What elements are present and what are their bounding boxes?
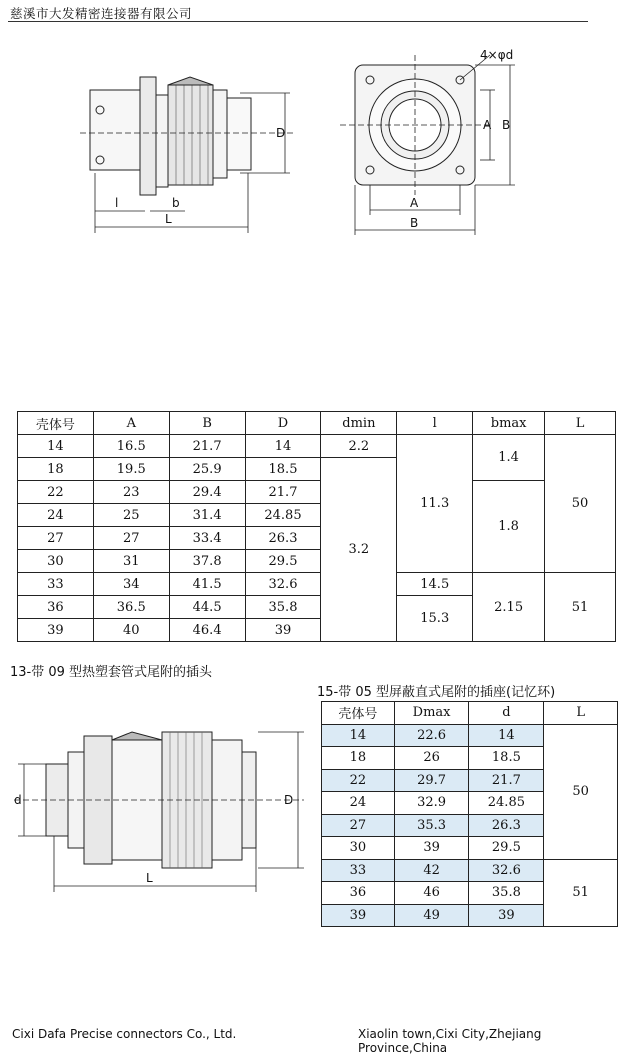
- cell: 26: [394, 747, 469, 770]
- connector-side-view-drawing: [80, 55, 300, 240]
- cell: 39: [245, 619, 321, 642]
- cell: 35.8: [245, 596, 321, 619]
- cell: 41.5: [169, 573, 245, 596]
- cell: 14: [322, 724, 395, 747]
- cell: 36: [18, 596, 94, 619]
- cell: 35.8: [469, 882, 544, 905]
- cell: 36: [322, 882, 395, 905]
- cell: 46.4: [169, 619, 245, 642]
- cell: 32.6: [245, 573, 321, 596]
- cell: 37.8: [169, 550, 245, 573]
- cell: 33: [18, 573, 94, 596]
- cell: 44.5: [169, 596, 245, 619]
- cell-l: 11.3: [397, 435, 473, 573]
- header-cell: L: [544, 702, 618, 725]
- cell: 21.7: [245, 481, 321, 504]
- cell: 30: [322, 837, 395, 860]
- cell: 32.9: [394, 792, 469, 815]
- cell: 46: [394, 882, 469, 905]
- cell: 36.5: [93, 596, 169, 619]
- header-cell: L: [545, 412, 616, 435]
- dim-label-d: d: [14, 793, 22, 807]
- table-header-row: [18, 412, 616, 435]
- dim-label-D: D: [276, 126, 286, 140]
- cell: 33.4: [169, 527, 245, 550]
- header-cell: B: [169, 412, 245, 435]
- cell: 39: [394, 837, 469, 860]
- cell: 18.5: [245, 458, 321, 481]
- cell: 27: [93, 527, 169, 550]
- dim-label-D: D: [284, 793, 294, 807]
- header-cell: dmin: [321, 412, 397, 435]
- cell-bmax: 1.8: [473, 481, 545, 573]
- header-cell: d: [469, 702, 544, 725]
- header-cell: A: [93, 412, 169, 435]
- cell: 26.3: [245, 527, 321, 550]
- cell: 23: [93, 481, 169, 504]
- footer-address: Xiaolin town,Cixi City,Zhejiang Province,China: [358, 1027, 542, 1055]
- cell: 40: [93, 619, 169, 642]
- dim-label-l: l: [115, 196, 119, 210]
- cell: 29.5: [469, 837, 544, 860]
- dim-label-b: b: [172, 196, 180, 210]
- cell: 30: [18, 550, 94, 573]
- cell: 39: [322, 904, 395, 927]
- dim-label-A-side: A: [483, 118, 492, 132]
- cell-L: 50: [544, 724, 618, 859]
- dim-label-L: L: [165, 212, 172, 226]
- table-row: [322, 724, 618, 747]
- cell: 21.7: [169, 435, 245, 458]
- header-cell: bmax: [473, 412, 545, 435]
- cell: 34: [93, 573, 169, 596]
- dim-label-L: L: [146, 871, 153, 885]
- cell: 25.9: [169, 458, 245, 481]
- cell: 19.5: [93, 458, 169, 481]
- cell: 25: [93, 504, 169, 527]
- cell: 22.6: [394, 724, 469, 747]
- cell-l: 15.3: [397, 596, 473, 642]
- cell: 31.4: [169, 504, 245, 527]
- table-row: [18, 435, 616, 458]
- header-cell: Dmax: [394, 702, 469, 725]
- cell: 24.85: [469, 792, 544, 815]
- header-cell: 壳体号: [18, 412, 94, 435]
- cell: 42: [394, 859, 469, 882]
- cell: 31: [93, 550, 169, 573]
- dim-label-B-side: B: [502, 118, 511, 132]
- header-cell: 壳体号: [322, 702, 395, 725]
- cell-bmax: 1.4: [473, 435, 545, 481]
- cell: 39: [18, 619, 94, 642]
- spec-table-1: [17, 411, 616, 642]
- header-cell: l: [397, 412, 473, 435]
- cell: 27: [18, 527, 94, 550]
- cell-dmin: 3.2: [321, 458, 397, 642]
- cell: 33: [322, 859, 395, 882]
- cell: 29.7: [394, 769, 469, 792]
- cell: 22: [322, 769, 395, 792]
- cell: 32.6: [469, 859, 544, 882]
- cell: 24: [322, 792, 395, 815]
- cell-bmax: 2.15: [473, 573, 545, 642]
- table-row: [18, 481, 616, 504]
- cell-dmin: 2.2: [321, 435, 397, 458]
- cell-l: 14.5: [397, 573, 473, 596]
- section-15-caption: 15-带 05 型屏蔽直式尾附的插座(记忆环): [317, 685, 556, 700]
- table-header-row: [322, 702, 618, 725]
- table-row: [322, 859, 618, 882]
- dim-label-B-bottom: B: [410, 216, 419, 230]
- cell-L: 51: [544, 859, 618, 927]
- dim-label-A-bottom: A: [410, 196, 419, 210]
- cell: 49: [394, 904, 469, 927]
- cell: 14: [245, 435, 321, 458]
- cell: 22: [18, 481, 94, 504]
- cell: 39: [469, 904, 544, 927]
- header-cell: D: [245, 412, 321, 435]
- cell: 24: [18, 504, 94, 527]
- cell: 14: [469, 724, 544, 747]
- table-row: [18, 573, 616, 596]
- section-13-caption: 13-带 09 型热塑套管式尾附的插头: [10, 665, 213, 680]
- cell-L: 51: [545, 573, 616, 642]
- cell: 27: [322, 814, 395, 837]
- header-divider: [8, 21, 588, 22]
- cell: 35.3: [394, 814, 469, 837]
- cell: 29.5: [245, 550, 321, 573]
- footer-company-en: Cixi Dafa Precise connectors Co., Ltd.: [12, 1027, 237, 1041]
- plug-side-view-drawing: [14, 722, 306, 894]
- connector-front-view-drawing: [340, 45, 530, 240]
- cell-L: 50: [545, 435, 616, 573]
- cell: 14: [18, 435, 94, 458]
- cell: 29.4: [169, 481, 245, 504]
- cell: 18: [18, 458, 94, 481]
- cell: 26.3: [469, 814, 544, 837]
- company-name-header: 慈溪市大发精密连接器有限公司: [10, 6, 193, 21]
- cell: 16.5: [93, 435, 169, 458]
- dim-label-hole: 4×φd: [480, 48, 514, 62]
- cell: 21.7: [469, 769, 544, 792]
- cell: 18: [322, 747, 395, 770]
- cell: 18.5: [469, 747, 544, 770]
- spec-table-15: [321, 701, 618, 927]
- cell: 24.85: [245, 504, 321, 527]
